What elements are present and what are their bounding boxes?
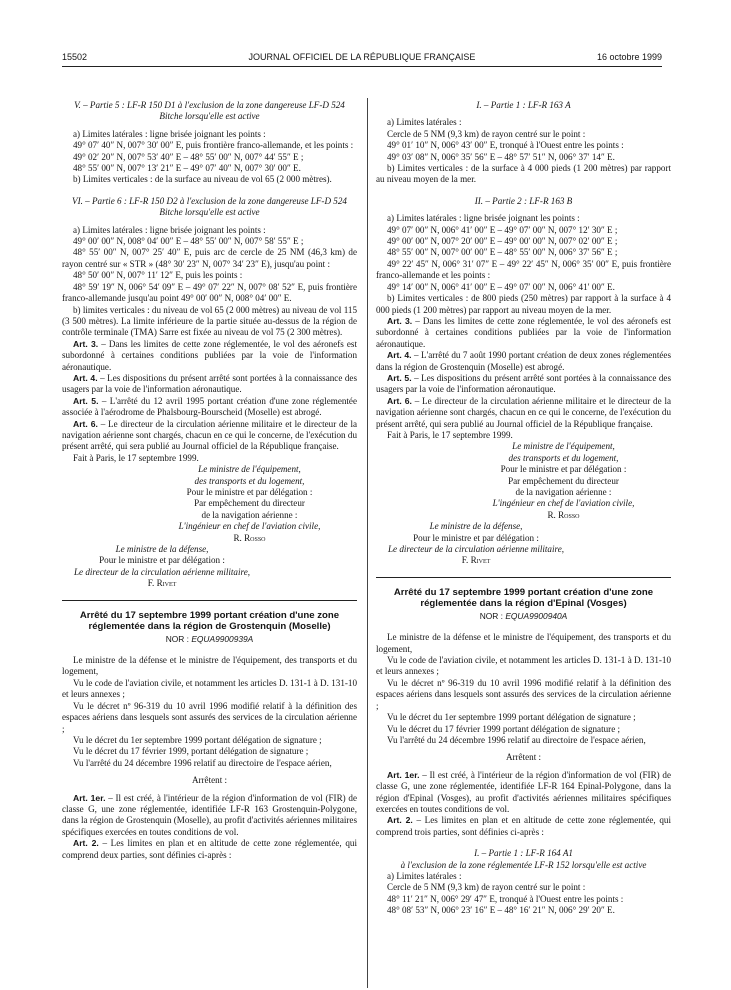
article-label: Art. 6. <box>387 395 412 406</box>
article-6: Art. 6. – Le directeur de la circulation aérienne militaire et le directeur de la navigation aérienne sont chargés, chacun en ce qui le concerne, de l'exécution du présent arrêté, qui sera publié au Journal officiel de la République française. <box>376 395 672 429</box>
signatory-name: F. Rivet <box>147 578 177 589</box>
paragraph: Vu le décret du 1er septembre 1999 portant délégation de signature ; <box>387 712 636 723</box>
coordinates: 49° 07′ 40″ N, 007° 30′ 00″ E, puis frontière franco-allemande, et les points : <box>73 140 354 151</box>
left-column <box>62 100 357 861</box>
article-label: Art. 2. <box>73 838 99 849</box>
section-heading: V. – Partie 5 : LF-R 150 D1 à l'exclusion de la zone dangereuse LF-D 524 Bitche lorsqu'elle est active <box>74 100 345 122</box>
paragraph: Le ministre de la défense et le ministre de l'équipement, des transports et du logement, <box>62 655 357 677</box>
page-number: 15502 <box>62 52 88 62</box>
coordinates: 49° 22′ 45″ N, 006° 31′ 07″ E – 49° 22′ 45″ N, 006° 35′ 00″ E, puis frontière franco-allemande et les points : <box>376 258 671 281</box>
paragraph: b) Limites verticales : de 800 pieds (250 mètres) par rapport à la surface à 4 000 pieds (1 200 mètres) par rapport au niveau moyen de la mer. <box>376 293 671 315</box>
paragraph: a) Limites latérales : ligne brisée joignant les points : <box>73 128 266 139</box>
article-3: Art. 3. – Dans les limites de cette zone réglementée, le vol des aéronefs est subordonné à certaines conditions publiées par la voie de l'information aéronautique. <box>62 338 357 372</box>
decree-title-block <box>376 577 671 622</box>
signature-block-2: Le ministre de la défense, Pour le ministre et par délégation : Le directeur de la circulation aérienne militaire, F. Rivet <box>62 544 262 590</box>
article-3: Art. 3. – Dans les limites de cette zone réglementée, le vol des aéronefs est subordonné à certaines conditions publiées par la voie de l'information aéronautique. <box>376 315 671 349</box>
page-header <box>62 52 662 66</box>
signing-place-date: Fait à Paris, le 17 septembre 1999. <box>73 452 199 463</box>
paragraph: Le ministre de la défense et le ministre de l'équipement, des transports et du logement, <box>376 632 671 654</box>
paragraph: b) limites verticales : du niveau de vol 65 (2 000 mètres) au niveau de vol 115 (3 500 mètres). La limite inférieure de la partie située au-dessus de la région de contrôle terminale (TMA) Sarre est fixée au niveau de vol 75 (2 300 mètres). <box>62 304 357 338</box>
arretent: Arrêtent : <box>191 775 228 786</box>
paragraph: Vu l'arrêté du 24 décembre 1996 relatif au directoire de l'espace aérien, <box>73 757 332 768</box>
coordinates: 49° 01′ 10″ N, 006° 43′ 00″ E, tronqué à l'Ouest entre les points : <box>387 140 624 151</box>
paragraph: b) Limites verticales : de la surface à 4 000 pieds (1 200 mètres) par rapport au niveau moyen de la mer. <box>376 163 671 185</box>
article-4: Art. 4. – Les dispositions du présent arrêté sont portées à la connaissance des usagers par la voie de l'information aéronautique. <box>62 372 357 395</box>
coordinates: 49° 02′ 20″ N, 007° 53′ 40″ E – 48° 55′ 00″ N, 007° 44′ 55″ E ; <box>73 151 304 162</box>
header-rule <box>62 66 662 67</box>
section-heading: I. – Partie 1 : LF-R 163 A <box>476 100 571 110</box>
paragraph: a) Limites latérales : ligne brisée joignant les points : <box>387 213 580 224</box>
article-label: Art. 5. <box>73 395 99 406</box>
paragraph: a) Limites latérales : <box>387 117 462 128</box>
nor-reference: NOR : EQUA9900940A <box>479 610 568 621</box>
journal-title: JOURNAL OFFICIEL DE LA RÉPUBLIQUE FRANÇAISE <box>248 52 476 62</box>
decree-title: Arrêté du 17 septembre 1999 portant création d'une zone réglementée dans la région de Grostenquin (Moselle) <box>79 609 340 633</box>
arretent: Arrêtent : <box>505 752 542 763</box>
coordinates: 49° 14′ 00″ N, 006° 41′ 00″ E – 49° 07′ 00″ N, 006° 41′ 00″ E. <box>387 281 615 292</box>
right-column <box>376 100 671 917</box>
coordinates: 49° 03′ 08″ N, 006° 35′ 56″ E – 48° 57′ 51″ N, 006° 37′ 14″ E. <box>387 151 615 162</box>
article-4: Art. 4. – L'arrêté du 7 août 1990 portant création de deux zones réglementées dans la région de Grostenquin (Moselle) est abrogé. <box>376 350 671 372</box>
article-label: Art. 4. <box>387 350 412 361</box>
coordinates: 48° 59′ 19″ N, 006° 54′ 09″ E – 49° 07′ 22″ N, 007° 08′ 52″ E, puis frontière franco-allemande jusqu'au point 49° 00′ 00″ N, 008° 04′ 00″ E. <box>62 281 357 304</box>
paragraph: Vu le décret du 17 février 1999 portant délégation de signature ; <box>387 723 621 734</box>
article-1: Art. 1er. – Il est créé, à l'intérieur de la région d'information de vol (FIR) de classe G, une zone réglementée, identifiée LF-R 163 Grostenquin-Polygone, dans la région de Grostenquin (Moselle), au profit d'activités aériennes militaires spécifiques exercées en toutes conditions de vol. <box>62 792 357 837</box>
coordinates: 48° 08′ 53″ N, 006° 23′ 16″ E – 48° 16′ 21″ N, 006° 29′ 20″ E. <box>387 905 615 916</box>
column-divider <box>367 98 368 988</box>
section-heading: VI. – Partie 6 : LF-R 150 D2 à l'exclusion de la zone dangereuse LF-D 524 Bitche lorsqu'elle est active <box>72 195 347 218</box>
paragraph: Vu l'arrêté du 24 décembre 1996 relatif au directoire de l'espace aérien, <box>387 734 646 745</box>
article-label: Art. 6. <box>73 418 98 429</box>
coordinates: 48° 50′ 00″ N, 007° 11′ 12″ E, puis les points : <box>73 270 243 281</box>
issue-date: 16 octobre 1999 <box>596 52 662 62</box>
article-2: Art. 2. – Les limites en plan et en altitude de cette zone réglementée, qui comprend deux parties, sont définies ci-après : <box>62 838 357 860</box>
section-heading: I. – Partie 1 : LF-R 164 A1 <box>474 848 573 859</box>
signatory-name: R. Rosso <box>547 509 580 520</box>
paragraph: Vu le décret nº 96-319 du 10 avril 1996 modifié relatif à la définition des espaces aériens dans lesquels sont assurés des services de la circulation aérienne ; <box>62 700 357 734</box>
decree-title-block <box>62 600 357 645</box>
signature-block-1: Le ministre de l'équipement, des transports et du logement, Pour le ministre et par délégation : Par empêchement du directeur de la navigation aérienne : L'ingénieur en chef de l'aviation civile, R. Rosso <box>62 464 357 544</box>
paragraph: Vu le décret du 1er septembre 1999 portant délégation de signature ; <box>73 734 322 745</box>
coordinates: 48° 55′ 00″ N, 007° 13′ 21″ E – 49° 07′ 40″ N, 007° 30′ 00″ E. <box>73 163 301 174</box>
paragraph: a) Limites latérales : <box>387 870 462 881</box>
coordinates: 48° 11′ 21″ N, 006° 29′ 47″ E, tronqué à l'Ouest entre les points : <box>387 893 624 904</box>
decree-title: Arrêté du 17 septembre 1999 portant création d'une zone réglementée dans la région d'Epinal (Vosges) <box>393 586 654 610</box>
signatory-name: R. Rosso <box>233 532 266 543</box>
signing-place-date: Fait à Paris, le 17 septembre 1999. <box>387 429 513 440</box>
article-2: Art. 2. – Les limites en plan et en altitude de cette zone réglementée, qui comprend trois parties, sont définies ci-après : <box>376 815 671 837</box>
coordinates: 49° 00′ 00″ N, 007° 20′ 00″ E – 49° 00′ 00″ N, 007° 02′ 00″ E ; <box>387 236 618 247</box>
article-5: Art. 5. – L'arrêté du 12 avril 1995 portant création d'une zone réglementée associée à l'aérodrome de Phalsbourg-Bourscheid (Moselle) est abrogé. <box>62 395 358 418</box>
article-1: Art. 1er. – Il est créé, à l'intérieur de la région d'information de vol (FIR) de classe G, une zone réglementée, identifiée LF-R 164 Epinal-Polygone, dans la région d'Epinal (Vosges), au profit d'activités aériennes militaires spécifiques exercées en toutes conditions de vol. <box>376 769 671 814</box>
coordinates: Cercle de 5 NM (9,3 km) de rayon centré sur le point : <box>387 882 586 893</box>
section-heading: II. – Partie 2 : LF-R 163 B <box>474 195 573 206</box>
paragraph: Vu le code de l'aviation civile, et notamment les articles D. 131-1 à D. 131-10 et leurs annexes ; <box>62 677 357 700</box>
paragraph: b) Limites verticales : de la surface au niveau de vol 65 (2 000 mètres). <box>73 174 332 185</box>
article-label: Art. 1er. <box>387 769 420 780</box>
coordinates: 49° 00′ 00″ N, 008° 04′ 00″ E – 48° 55′ 00″ N, 007° 58′ 55″ E ; <box>73 236 304 247</box>
signature-block-2: Le ministre de la défense, Pour le ministre et par délégation : Le directeur de la circulation aérienne militaire, F. Rivet <box>376 521 576 567</box>
coordinates: 48° 55′ 00″ N, 007° 00′ 00″ E – 48° 55′ 00″ N, 006° 37′ 56″ E ; <box>387 247 618 258</box>
paragraph: Vu le décret nº 96-319 du 10 avril 1996 modifié relatif à la définition des espaces aériens dans lesquels sont assurés des services de la circulation aérienne ; <box>376 677 671 711</box>
coordinates: 48° 55′ 00″ N, 007° 25′ 40″ E, puis arc de cercle de 25 NM (46,3 km) de rayon centré sur « STR » (48° 30′ 23″ N, 007° 34′ 23″ E), jusqu'au point : <box>62 247 357 269</box>
paragraph: Vu le code de l'aviation civile, et notamment les articles D. 131-1 à D. 131-10 et leurs annexes ; <box>376 655 671 677</box>
coordinates: 49° 07′ 00″ N, 006° 41′ 00″ E – 49° 07′ 00″ N, 007° 12′ 30″ E ; <box>387 224 618 235</box>
section-subheading: à l'exclusion de la zone réglementée LF-R 152 lorsqu'elle est active <box>400 859 647 870</box>
nor-reference: NOR : EQUA9900939A <box>165 633 254 644</box>
article-5: Art. 5. – Les dispositions du présent arrêté sont portées à la connaissance des usagers par la voie de l'information aéronautique. <box>376 372 671 395</box>
paragraph: a) Limites latérales : ligne brisée joignant les points : <box>73 224 266 235</box>
coordinates: Cercle de 5 NM (9,3 km) de rayon centré sur le point : <box>387 128 586 139</box>
paragraph: Vu le décret du 17 février 1999, portant délégation de signature ; <box>73 746 309 757</box>
article-label: Art. 1er. <box>73 792 106 803</box>
article-label: Art. 4. <box>73 372 98 383</box>
article-label: Art. 3. <box>73 338 99 349</box>
article-6: Art. 6. – Le directeur de la circulation aérienne militaire et le directeur de la navigation aérienne sont chargés, chacun en ce qui le concerne, de l'exécution du présent arrêté, qui sera publié au Journal officiel de la République française. <box>62 418 358 452</box>
article-label: Art. 2. <box>387 815 413 826</box>
article-label: Art. 3. <box>387 315 413 326</box>
article-label: Art. 5. <box>387 372 412 383</box>
signatory-name: F. Rivet <box>461 555 491 566</box>
signature-block-1: Le ministre de l'équipement, des transports et du logement, Pour le ministre et par délégation : Par empêchement du directeur de la navigation aérienne : L'ingénieur en chef de l'aviation civile, R. Rosso <box>376 441 671 521</box>
